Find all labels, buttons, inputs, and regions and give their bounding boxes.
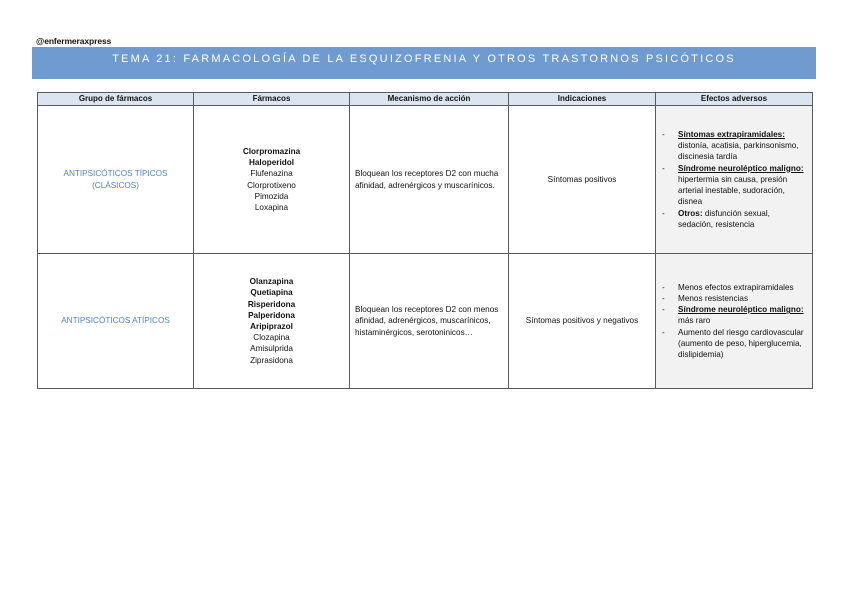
effect-head: Otros: bbox=[678, 208, 703, 218]
effect-text: disfunción sexual, sedación, resistencia bbox=[678, 208, 770, 229]
effect-text: Menos resistencias bbox=[678, 293, 749, 303]
group-cell: ANTIPSICÓTICOS ATÍPICOS bbox=[38, 254, 194, 389]
effect-text: Menos efectos extrapiramidales bbox=[678, 282, 794, 292]
effect-head: Síntomas extrapiramidales: bbox=[678, 130, 785, 140]
effects-cell bbox=[656, 106, 813, 254]
effect-item: - Síndrome neuroléptico maligno: hipertermia sin causa, presión arterial inestable, sudoración, disnea bbox=[662, 163, 804, 207]
brand-handle: @enfermeraxpress bbox=[36, 36, 112, 46]
effect-item: - Otros: disfunción sexual, sedación, resistencia bbox=[662, 208, 770, 229]
header-indications: Indicaciones bbox=[509, 93, 656, 106]
drugs-cell bbox=[194, 254, 350, 389]
drug-name: Haloperidol bbox=[248, 158, 295, 168]
drug-name: Amisulprida bbox=[250, 344, 293, 354]
header-drugs: Fármacos bbox=[194, 93, 350, 106]
effect-text: Aumento del riesgo cardiovascular (aumento de peso, hiperglucemia, dislipidemia) bbox=[678, 327, 804, 359]
effects-cell bbox=[656, 254, 813, 389]
drug-name: Clozapina bbox=[253, 333, 290, 343]
group-cell: ANTIPSICÓTICOS TÍPICOS (CLÁSICOS) bbox=[38, 106, 194, 254]
effect-text: más raro bbox=[678, 316, 711, 326]
pharmacology-table bbox=[37, 92, 813, 389]
effect-item: - Síntomas extrapiramidales: distonía, acatisia, parkinsonismo, discinesia tardía bbox=[662, 130, 799, 162]
mechanism-cell: Bloquean los receptores D2 con menos afinidad, adrenérgicos, muscarínicos, histaminérgicos, serotoninicos… bbox=[350, 254, 509, 389]
drug-name: Quetiapina bbox=[250, 288, 293, 298]
header-mechanism: Mecanismo de acción bbox=[350, 93, 509, 106]
drugs-cell bbox=[194, 106, 350, 254]
indications-cell: Síntomas positivos bbox=[509, 106, 656, 254]
drug-name: Aripiprazol bbox=[250, 322, 293, 331]
drug-name: Pimozida bbox=[254, 191, 289, 201]
table-header-row bbox=[38, 93, 813, 106]
header-group: Grupo de fármacos bbox=[38, 93, 194, 106]
title-banner bbox=[32, 47, 816, 79]
effect-item: - Menos efectos extrapiramidales bbox=[662, 282, 794, 292]
drug-name: Risperidona bbox=[247, 299, 296, 309]
mechanism-cell: Bloquean los receptores D2 con mucha afinidad, adrenérgicos y muscarínicos. bbox=[350, 106, 509, 254]
effect-item: - Síndrome neuroléptico maligno: más raro bbox=[662, 305, 804, 326]
effect-item: - Aumento del riesgo cardiovascular (aumento de peso, hiperglucemia, dislipidemia) bbox=[662, 327, 804, 359]
header-effects: Efectos adversos bbox=[656, 93, 813, 106]
effect-head: Síndrome neuroléptico maligno: bbox=[678, 163, 804, 173]
table-row bbox=[38, 254, 813, 389]
drug-name: Ziprasidona bbox=[250, 355, 293, 365]
effect-head: Síndrome neuroléptico maligno: bbox=[678, 305, 804, 315]
indications-cell: Síntomas positivos y negativos bbox=[509, 254, 656, 389]
effect-item: - Menos resistencias bbox=[662, 293, 749, 303]
effect-text: distonía, acatisia, parkinsonismo, discinesia tardía bbox=[678, 141, 799, 162]
effect-text: hipertermia sin causa, presión arterial inestable, sudoración, disnea bbox=[678, 174, 788, 207]
drug-name: Clorpromazina bbox=[242, 146, 301, 156]
drug-name: Palperidona bbox=[248, 310, 295, 320]
table-row bbox=[38, 106, 813, 254]
drug-name: Olanzapina bbox=[249, 277, 294, 287]
drug-name: Clorprotixeno bbox=[247, 180, 296, 190]
drug-name: Loxapina bbox=[254, 202, 289, 212]
banner-title: TEMA 21: FARMACOLOGÍA DE LA ESQUIZOFRENIA Y OTROS TRASTORNOS PSICÓTICOS bbox=[112, 53, 736, 65]
drug-name: Flufenazina bbox=[250, 169, 293, 179]
